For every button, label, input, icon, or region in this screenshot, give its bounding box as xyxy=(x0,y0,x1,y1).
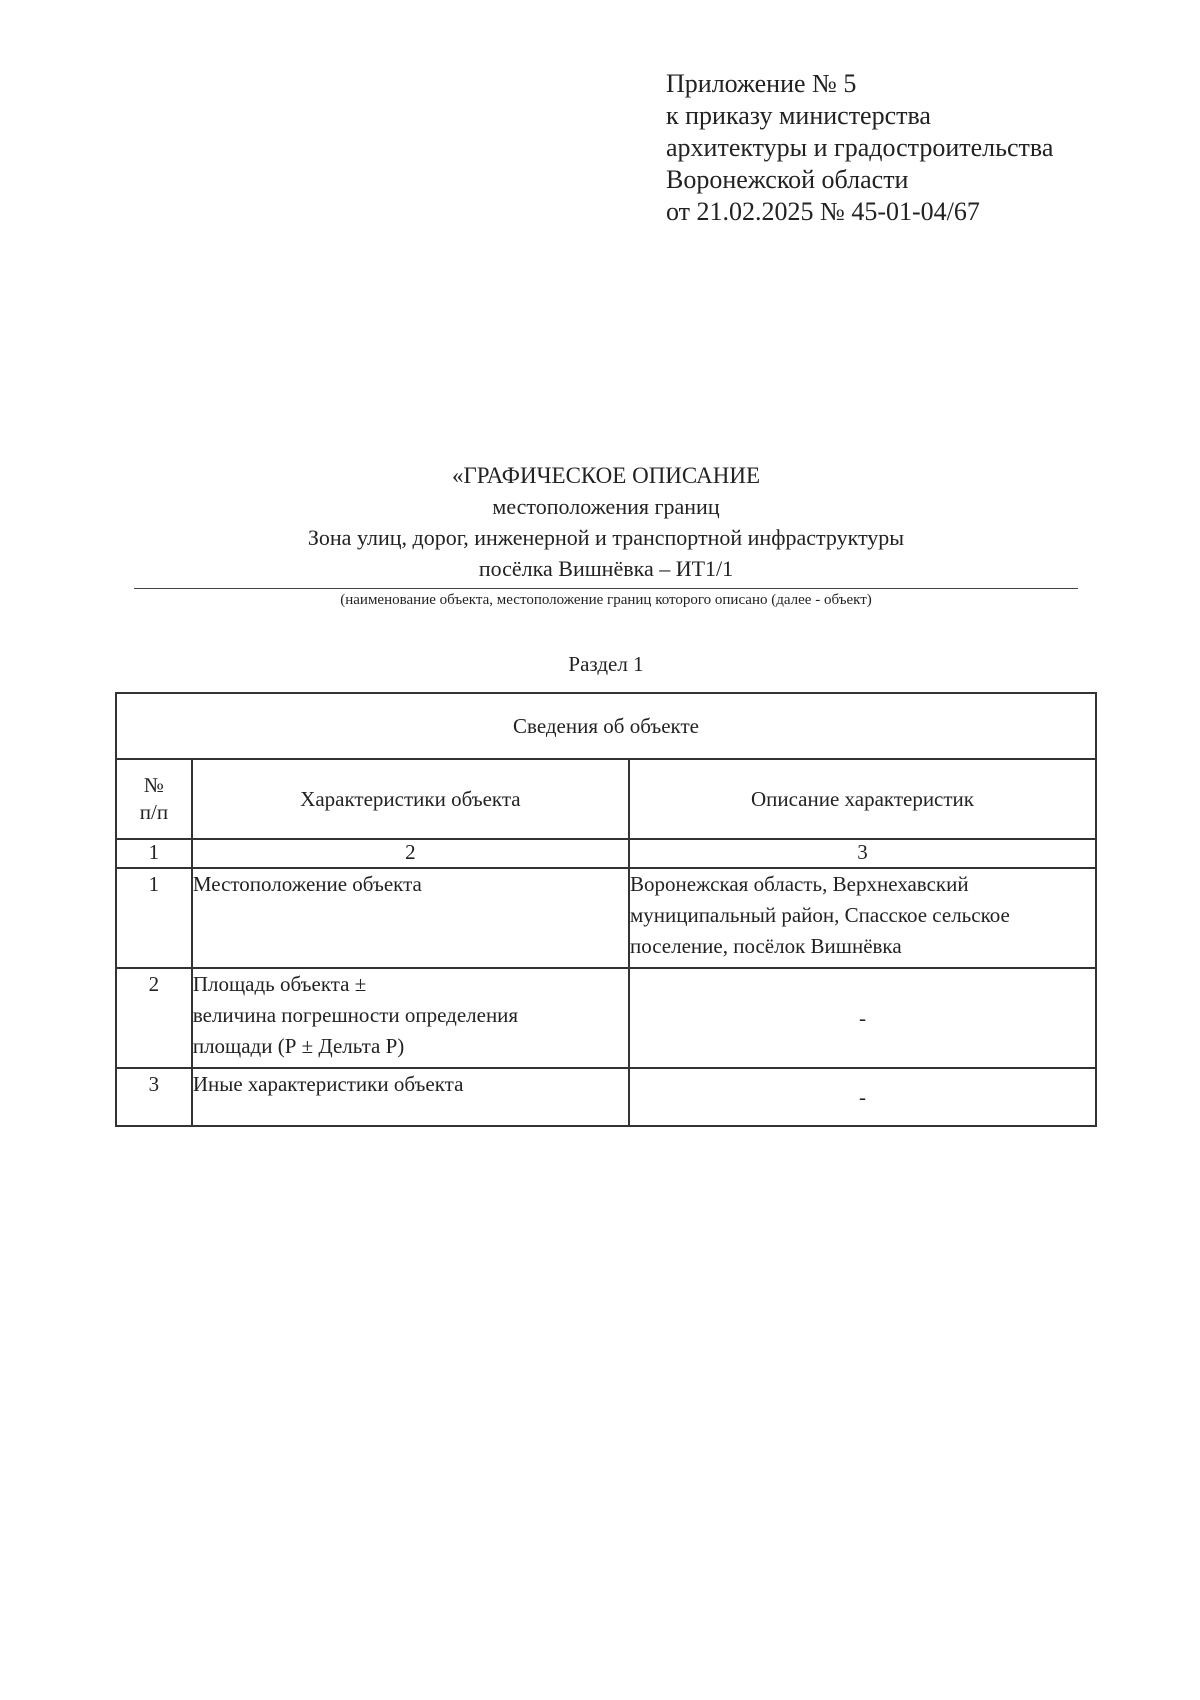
row-characteristic-line: величина погрешности определения xyxy=(192,1003,519,1027)
appendix-line: от 21.02.2025 № 45-01-04/67 xyxy=(666,197,980,226)
row-characteristic-line: площади (Р ± Дельта Р) xyxy=(192,1034,405,1058)
object-info-table xyxy=(115,692,1097,1127)
column-header-number-line1: № xyxy=(143,773,164,797)
table-row xyxy=(116,968,1096,1068)
column-number: 3 xyxy=(629,839,1096,868)
appendix-line: архитектуры и градостроительства xyxy=(666,133,1054,162)
row-number: 1 xyxy=(116,868,192,968)
row-number: 3 xyxy=(116,1068,192,1126)
title-line-2: местоположения границ xyxy=(492,494,720,519)
column-header-number-line2: п/п xyxy=(139,800,169,824)
column-number: 1 xyxy=(116,839,192,868)
row-description: Воронежская область, Верхнехавский муниципальный район, Спасское сельское поселение, посёлок Вишнёвка xyxy=(629,868,1096,968)
table-heading: Сведения об объекте xyxy=(116,693,1096,759)
document-title xyxy=(134,460,1078,584)
section-heading: Раздел 1 xyxy=(568,652,644,676)
table-row xyxy=(116,868,1096,968)
column-header-characteristics: Характеристики объекта xyxy=(192,759,629,839)
row-characteristic xyxy=(192,968,629,1068)
row-description: - xyxy=(629,968,1096,1068)
column-header-number xyxy=(116,759,192,839)
appendix-line: к приказу министерства xyxy=(666,101,931,130)
title-underline xyxy=(134,588,1078,589)
title-caption: (наименование объекта, местоположение границ которого описано (далее - объект) xyxy=(340,592,872,608)
column-header-description: Описание характеристик xyxy=(629,759,1096,839)
row-description: - xyxy=(629,1068,1096,1126)
table-row xyxy=(116,1068,1096,1126)
appendix-line: Приложение № 5 xyxy=(666,69,857,98)
title-line-3: Зона улиц, дорог, инженерной и транспортной инфраструктуры xyxy=(307,525,905,550)
appendix-line: Воронежской области xyxy=(666,165,909,194)
row-characteristic: Местоположение объекта xyxy=(192,868,629,968)
row-characteristic: Иные характеристики объекта xyxy=(192,1068,629,1126)
title-line-1: «ГРАФИЧЕСКОЕ ОПИСАНИЕ xyxy=(451,463,760,488)
column-number: 2 xyxy=(192,839,629,868)
row-characteristic-line: Площадь объекта ± xyxy=(192,972,367,996)
row-number: 2 xyxy=(116,968,192,1068)
title-line-4: посёлка Вишнёвка – ИТ1/1 xyxy=(478,556,734,581)
appendix-header xyxy=(666,68,1053,228)
